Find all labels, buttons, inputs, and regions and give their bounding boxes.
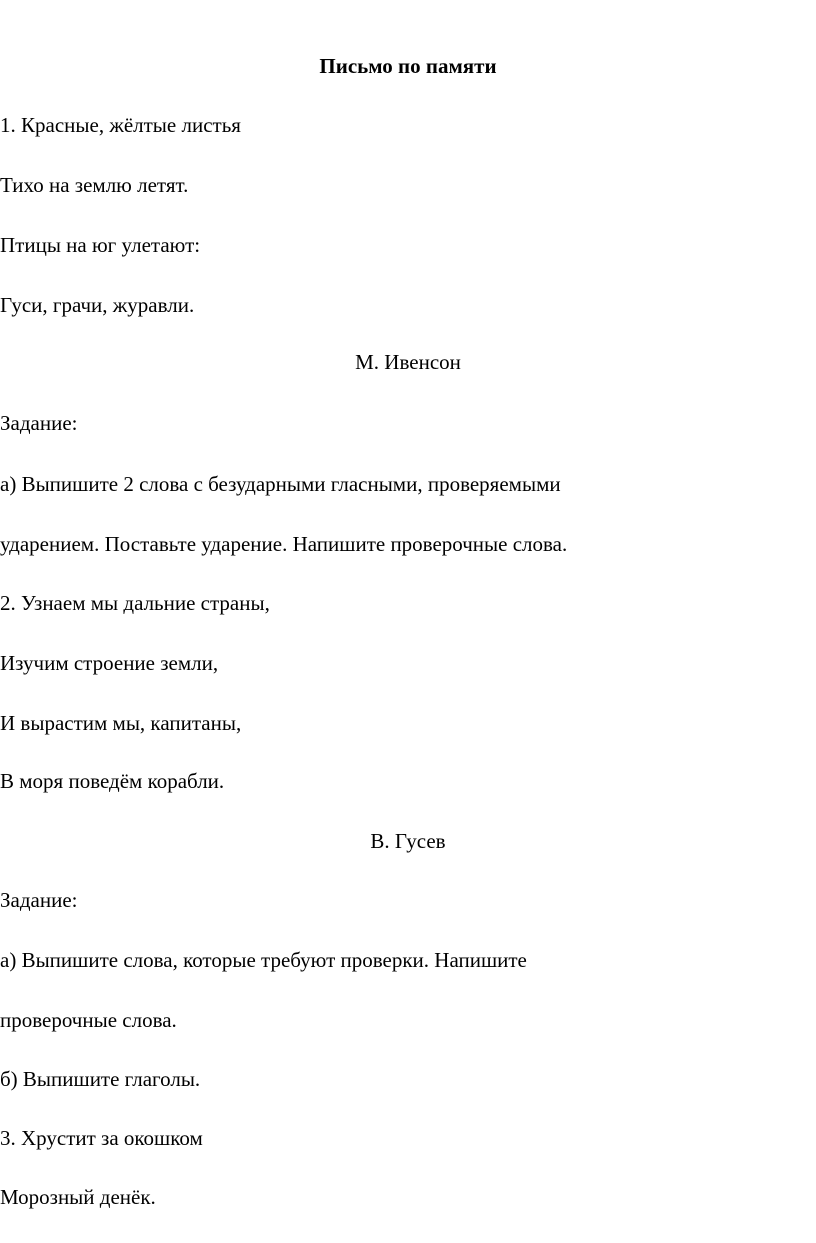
task-2-item-a-line-1: а) Выпишите слова, которые требуют проверки. Напишите (0, 948, 527, 972)
poem-1-line-3: Птицы на юг улетают: (0, 233, 201, 257)
poem-1-author: М. Ивенсон (355, 350, 461, 374)
poem-2-line-3: И вырастим мы, капитаны, (0, 711, 242, 735)
poem-1-line-4: Гуси, грачи, журавли. (0, 293, 195, 317)
poem-3-line-1: 3. Хрустит за окошком (0, 1126, 203, 1150)
poem-1-line-1: 1. Красные, жёлтые листья (0, 113, 241, 137)
poem-1-line-2: Тихо на землю летят. (0, 173, 189, 197)
task-1-item-a-line-1: а) Выпишите 2 слова с безударными гласными, проверяемыми (0, 472, 561, 496)
poem-2-line-2: Изучим строение земли, (0, 651, 219, 675)
document-title: Письмо по памяти (319, 54, 497, 78)
poem-3-line-2: Морозный денёк. (0, 1185, 156, 1209)
task-1-item-a-line-2: ударением. Поставьте ударение. Напишите проверочные слова. (0, 532, 568, 556)
poem-2-line-1: 2. Узнаем мы дальние страны, (0, 591, 270, 615)
poem-2-line-4: В моря поведём корабли. (0, 769, 225, 793)
task-2-heading: Задание: (0, 888, 78, 912)
task-2-item-a-line-2: проверочные слова. (0, 1008, 177, 1032)
task-1-heading: Задание: (0, 411, 78, 435)
poem-2-author: В. Гусев (370, 829, 446, 853)
task-2-item-b: б) Выпишите глаголы. (0, 1067, 201, 1091)
